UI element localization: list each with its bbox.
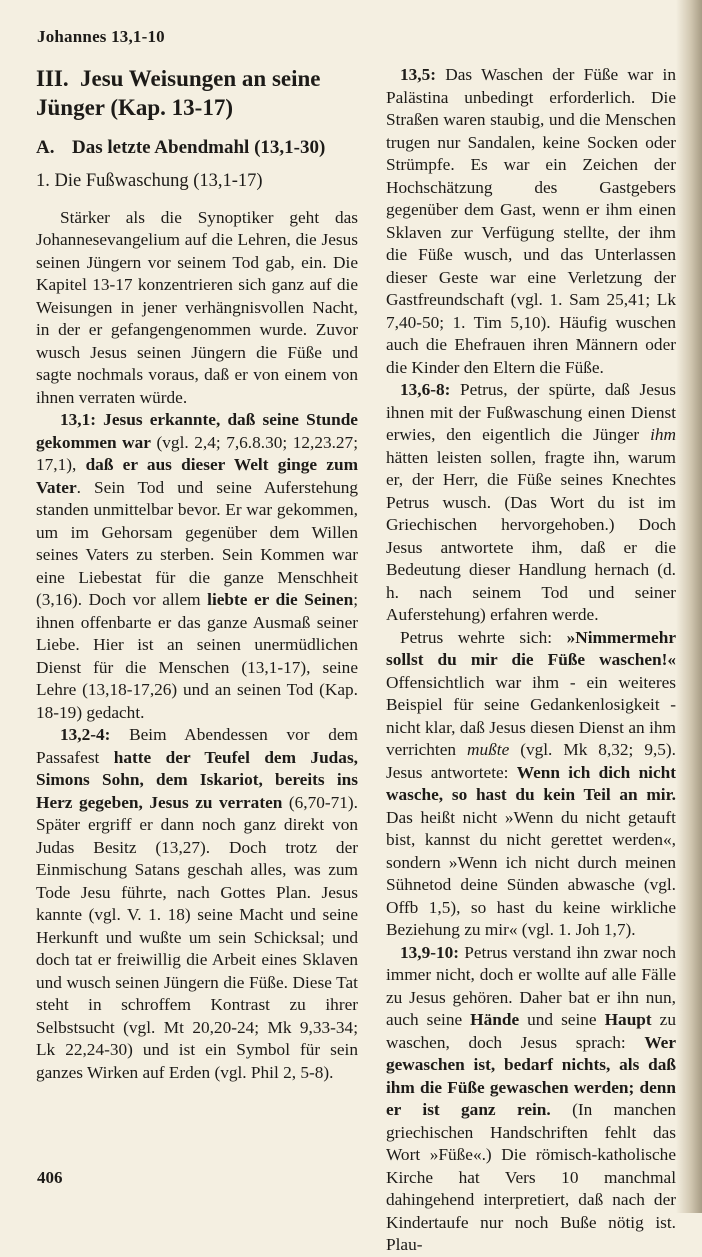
paragraph-13-5 xyxy=(386,64,676,379)
running-head: Johannes 13,1-10 xyxy=(37,27,165,46)
text: . Sein Tod und seine Auferstehung standen unmittelbar bevor. Er war gekommen, um im Gehorsam gegenüber dem Willen seines Vaters zu sterben. Sein Kommen war eine Liebestat für die ganze Menschheit (3,16). Doch vor allem xyxy=(36,477,358,609)
left-column xyxy=(36,64,358,1134)
text: zu waschen, doch Jesus sprach: xyxy=(386,1010,676,1052)
right-column xyxy=(386,64,677,1254)
paragraph-petrus xyxy=(386,627,676,942)
paragraph-13-2-4 xyxy=(36,724,358,1084)
quote: Hände xyxy=(470,1010,520,1029)
quote: hatte der Teufel dem Judas, Simons Sohn, dem Iskariot, bereits ins Herz gegeben, Jesus zu verraten xyxy=(36,747,358,812)
text: und seine xyxy=(519,1010,605,1029)
text: Petrus wehrte sich: xyxy=(400,627,567,647)
text: Petrus, der spürte, daß Jesus ihnen mit der Fußwaschung einen Dienst erwies, den eigentlich die Jünger xyxy=(386,380,676,444)
subsection-heading-text: Das letzte Abendmahl (13,1-30) xyxy=(72,137,326,158)
chapter-heading-number: III. xyxy=(36,66,69,91)
verse-ref: 13,9-10: xyxy=(400,942,460,962)
text: hätten leisten sollen, fragte ihn, warum er, der Herr, die Füße seines Knechtes Petrus wusch. (Das Wort du ist im Griechischen hervorgehoben.) Doch Jesus antwortete ihm, daß er die Bedeutung dieser Handlung hernach (d. h. nach seinem Tod und seiner Auferstehung) erfahren werde. xyxy=(386,447,676,624)
paragraph-13-6-8 xyxy=(386,379,676,627)
quote: Wer gewaschen ist, bedarf nichts, als daß ihm die Füße gewaschen werden; denn er ist ganz rein. xyxy=(386,1032,676,1119)
text: (vgl. Mk 8,32; 9,5). Jesus antwortete: xyxy=(386,740,676,782)
verse-ref: 13,2-4: xyxy=(60,725,111,744)
text: (vgl. 2,4; 7,6.8.30; 12,23.27; 17,1), xyxy=(36,432,359,474)
text: Petrus verstand ihn zwar noch immer nicht, doch er wollte auf alle Fälle zu Jesus gehören. Daher bat er ihn nun, auch seine xyxy=(386,942,676,1029)
text: Das Waschen der Füße war in Palästina unbedingt erforderlich. Die Straßen waren staubig, und die Menschen trugen nur Sandalen, keine Socken oder Strümpfe. Es war ein Zeichen der Hochschätzung des Gastgebers gegenüber dem Gast, wenn er ihm einen Sklaven zur Verfügung stellte, der ihm die Füße wusch, und das Unterlassen dieser Geste war eine Verletzung der Gastfreundschaft (vgl. 1. Sam 25,41; Lk 7,40-50; 1. Tim 5,10). Häufig wuschen auch die Ehefrauen ihren Männern oder die Kinder den Eltern die Füße. xyxy=(386,65,676,377)
quote: daß er aus dieser Welt ginge zum Vater xyxy=(36,455,358,497)
emphasis: mußte xyxy=(467,740,510,759)
text: ; ihnen offenbarte er das ganze Ausmaß seiner Liebe. Hier ist an seinen unermüdlichen Dienst für die Menschen (13,1-17), seine Lehre (13,18-17,26) und an seinen Tod (Kap. 18-19) gedacht. xyxy=(36,590,358,722)
section-heading: 1. Die Fußwaschung (13,1-17) xyxy=(36,171,263,191)
page-number: 406 xyxy=(37,1168,63,1187)
text: Beim Abendessen vor dem Passafest xyxy=(36,725,358,767)
chapter-heading-text: Jesu Weisungen an seine Jünger (Kap. 13-17) xyxy=(36,66,321,120)
verse-ref: 13,5: xyxy=(400,65,436,84)
quote: liebte er die Seinen xyxy=(207,590,354,609)
verse-ref: 13,1: xyxy=(60,410,96,429)
text: Das heißt nicht »Wenn du nicht getauft bist, kannst du nicht gerettet werden«, sondern »Wenn ich nicht durch meinen Sühnetod deine Sünden abwasche (vgl. Offb 1,5), so hast du keine wirkliche Beziehung zu mir« (vgl. 1. Joh 1,7). xyxy=(386,807,676,939)
intro-paragraph: Stärker als die Synoptiker geht das Johannesevangelium auf die Lehren, die Jesus seinen Jüngern vor seinem Tod gab, ein. Die Kapitel 13-17 konzentrieren sich ganz auf die Weisungen in jener verhängnisvollen Nacht, in der er gefangengenommen wurde. Zuvor wusch Jesus seinen Jüngern die Füße und sagte nochmals voraus, daß er von einem von ihnen verraten würde. xyxy=(36,207,358,407)
chapter-heading xyxy=(36,64,358,122)
text: (6,70-71). Später ergriff er dann noch ganz direkt von Judas Besitz (13,27). Doch trotz der Einmischung Satans geschah alles, was zum Tode Jesu führte, nach Gottes Plan. Jesus kannte (vgl. V. 1. 18) seine Macht und seine Herkunft und wußte um sein Schicksal; und doch tat er freiwillig die Arbeit eines Sklaven und wusch seinen Jüngern die Füße. Diese Tat steht in schroffem Kontrast zu ihrer Selbstsucht (vgl. Mt 20,20-24; Mk 9,33-34; Lk 22,24-30) und ist ein Symbol für sein ganzes Wirken auf Erden (vgl. Phil 2, 5-8). xyxy=(36,792,358,1082)
paragraph-13-9-10 xyxy=(386,942,676,1257)
quote: Wenn ich dich nicht wasche, so hast du kein Teil an mir. xyxy=(386,762,677,804)
paragraph-13-1 xyxy=(36,409,358,724)
text: (In manchen griechischen Handschriften fehlt das Wort »Füße«.) Die römisch-katholische Kirche hat Vers 10 manchmal dahingehend interpretiert, daß nach der Kindertaufe nur noch Buße nötig ist. Plau- xyxy=(386,1100,676,1254)
emphasis: ihm xyxy=(650,425,676,444)
quote: »Nimmermehr sollst du mir die Füße waschen!« xyxy=(386,627,676,669)
page-edge-shadow xyxy=(676,0,702,1213)
text: Offensichtlich war ihm - ein weiteres Beispiel für seine Gedankenlosigkeit - nicht klar, daß Jesus diesen Dienst an ihm verrichten xyxy=(386,672,676,759)
quote: Haupt xyxy=(604,1010,652,1029)
subsection-heading-number: A. xyxy=(36,137,55,158)
quote: Jesus erkannte, daß seine Stunde gekommen war xyxy=(36,410,358,452)
verse-ref: 13,6-8: xyxy=(400,380,451,399)
subsection-heading xyxy=(36,136,358,160)
